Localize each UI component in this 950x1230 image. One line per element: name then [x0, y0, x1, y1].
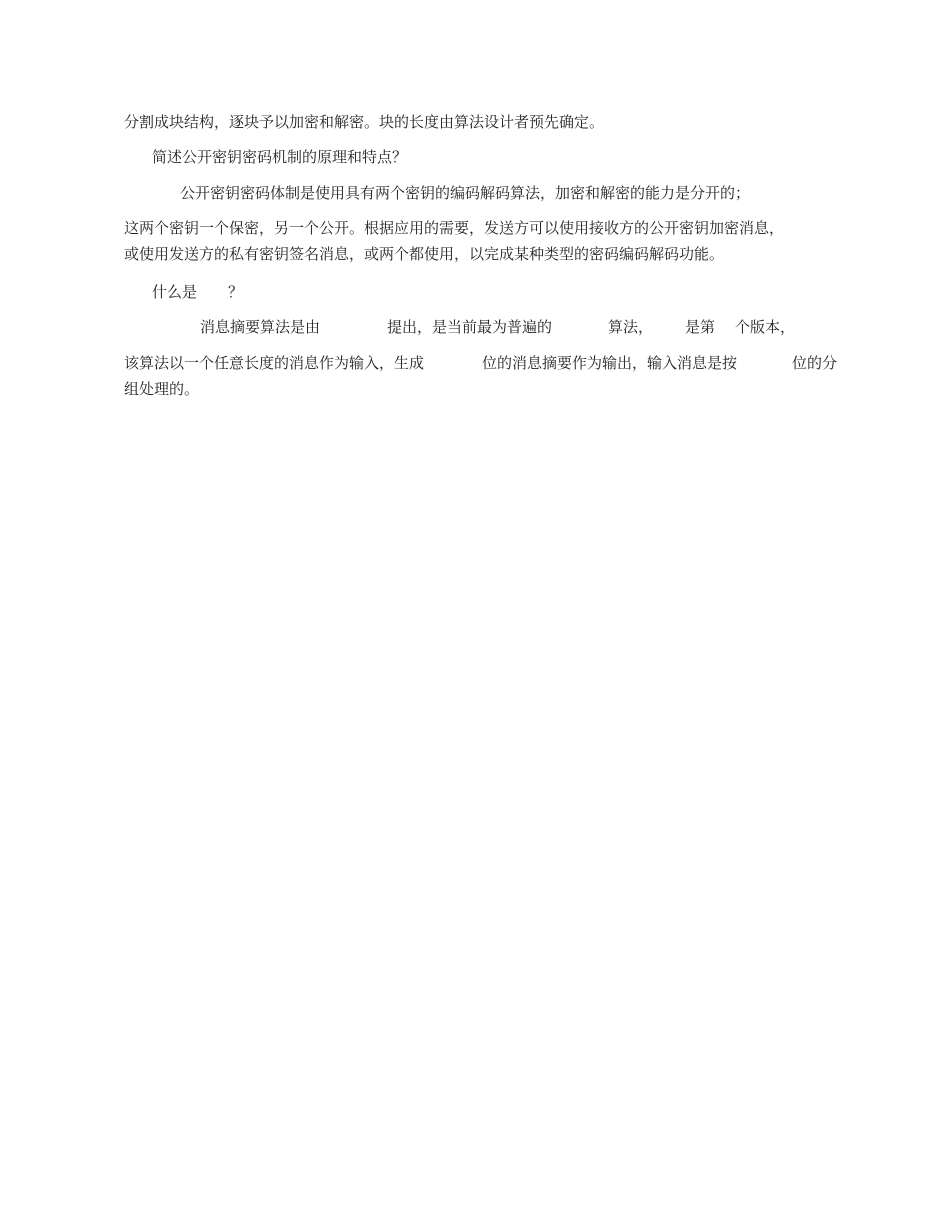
answer-line: 公开密钥密码体制是使用具有两个密钥的编码解码算法，加密和解密的能力是分开的； — [180, 184, 751, 202]
answer-line — [200, 317, 800, 337]
answer-text: 算法， — [608, 318, 654, 336]
answer-line: 这两个密钥一个保密，另一个公开。根据应用的需要，发送方可以使用接收方的公开密钥加密消息， — [124, 219, 785, 237]
answer-line — [124, 353, 844, 373]
question-heading — [152, 282, 272, 302]
answer-line: 组处理的。 — [124, 380, 200, 398]
question-mark: ？ — [228, 283, 244, 301]
answer-text: 提出，是当前最为普遍的 — [387, 318, 553, 336]
question-text: 什么是 — [152, 283, 198, 301]
answer-text: 该算法以一个任意长度的消息作为输入，生成 — [124, 354, 425, 372]
answer-text: 位的分 — [792, 354, 838, 372]
answer-line: 或使用发送方的私有密钥签名消息，或两个都使用，以完成某种类型的密码编码解码功能。 — [124, 245, 725, 263]
question-heading: 简述公开密钥密码机制的原理和特点？ — [152, 148, 408, 166]
answer-text: 位的消息摘要作为输出，输入消息是按 — [482, 354, 738, 372]
answer-text: 消息摘要算法是由 — [200, 318, 321, 336]
answer-text: 个版本， — [735, 318, 796, 336]
paragraph-line: 分割成块结构，逐块予以加密和解密。块的长度由算法设计者预先确定。 — [124, 113, 605, 131]
answer-text: 是第 — [685, 318, 716, 336]
